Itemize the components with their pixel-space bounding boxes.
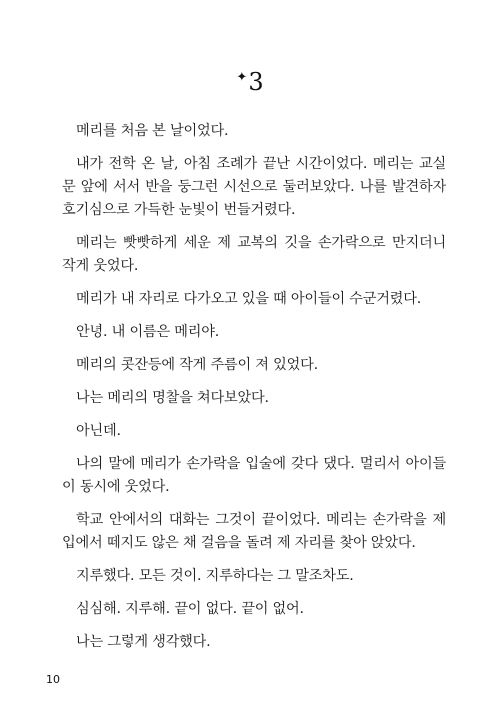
text-line-content: 메리가 내 자리로 다가오고 있을 때 아이들이 수군거렸다. [76,291,422,307]
page-number: 10 [46,673,60,686]
paragraph-gap [62,410,446,420]
text-line-content: 작게 웃었다. [62,258,139,274]
chapter-heading [0,66,500,94]
text-line [62,232,446,255]
text-line [62,153,446,176]
paragraph-gap [62,588,446,598]
chapter-number: 3 [248,68,264,96]
paragraph-gap [62,555,446,565]
paragraph [62,321,446,344]
text-line [62,420,446,443]
paragraph-gap [62,143,446,153]
text-line-content: 아닌데. [76,423,121,439]
paragraph [62,509,446,555]
paragraph [62,120,446,143]
paragraph-gap [62,278,446,288]
text-line-content: 내가 전학 온 날, 아침 조례가 끝난 시간이었다. 메리는 교실 [76,156,446,172]
paragraph [62,420,446,443]
text-line [62,176,446,199]
text-line [62,509,446,532]
text-line [62,321,446,344]
body-text [62,120,446,654]
paragraph-gap [62,621,446,631]
text-line-content: 지루했다. 모든 것이. 지루하다는 그 말조차도. [76,568,354,584]
text-line [62,565,446,588]
text-line [62,631,446,654]
text-line [62,120,446,143]
paragraph [62,232,446,278]
text-line-content: 안녕. 내 이름은 메리야. [76,324,220,340]
text-line [62,199,446,222]
paragraph [62,598,446,621]
paragraph [62,565,446,588]
text-line [62,598,446,621]
text-line-content: 문 앞에 서서 반을 둥그런 시선으로 둘러보았다. 나를 발견하자 [62,179,446,195]
text-line-content: 심심해. 지루해. 끝이 없다. 끝이 없어. [76,601,304,617]
text-line-content: 입에서 떼지도 않은 채 걸음을 돌려 제 자리를 찾아 앉았다. [62,535,416,551]
text-line-content: 호기심으로 가득한 눈빛이 번들거렸다. [62,202,296,218]
text-line-content: 이 동시에 웃었다. [62,479,170,495]
star-icon: ✦ [236,70,248,85]
text-line [62,354,446,377]
paragraph [62,387,446,410]
paragraph-gap [62,499,446,509]
paragraph [62,354,446,377]
text-line-content: 나의 말에 메리가 손가락을 입술에 갖다 댔다. 멀리서 아이들 [76,456,446,472]
paragraph [62,631,446,654]
paragraph-gap [62,344,446,354]
text-line-content: 학교 안에서의 대화는 그것이 끝이었다. 메리는 손가락을 제 [76,512,446,528]
text-line [62,453,446,476]
paragraph-gap [62,377,446,387]
text-line-content: 메리를 처음 본 날이었다. [76,123,229,139]
paragraph-gap [62,222,446,232]
chapter-mark [236,66,263,94]
paragraph [62,453,446,499]
paragraph [62,288,446,311]
text-line-content: 메리는 빳빳하게 세운 제 교복의 깃을 손가락으로 만지더니 [76,235,446,251]
text-line-content: 나는 메리의 명찰을 쳐다보았다. [76,390,269,406]
paragraph-gap [62,311,446,321]
text-line [62,387,446,410]
text-line [62,476,446,499]
paragraph [62,153,446,222]
paragraph-gap [62,443,446,453]
text-line [62,255,446,278]
text-line [62,532,446,555]
text-line-content: 나는 그렇게 생각했다. [76,634,211,650]
text-line-content: 메리의 콧잔등에 작게 주름이 져 있었다. [76,357,318,373]
text-line [62,288,446,311]
